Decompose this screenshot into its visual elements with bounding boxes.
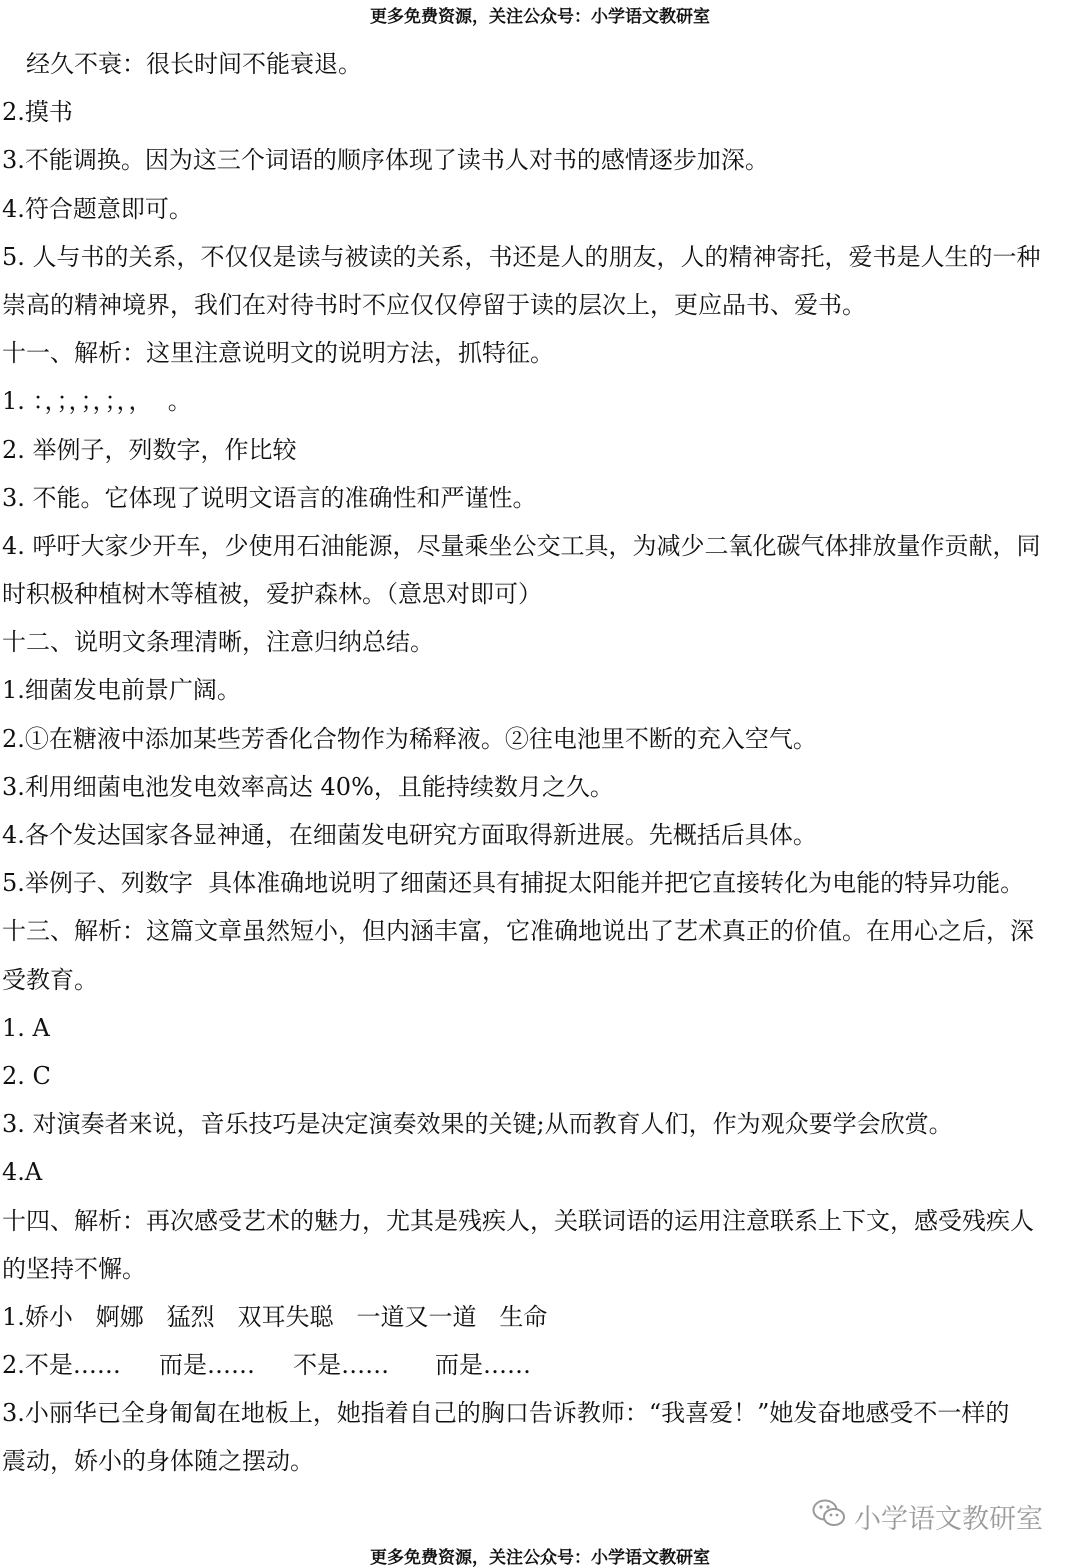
text-line: 5.举例子、列数字 具体准确地说明了细菌还具有捕捉太阳能并把它直接转化为电能的特异功能。	[2, 869, 1025, 898]
text-line: 时积极种植树木等植被，爱护森林。（意思对即可）	[2, 580, 542, 609]
answer-text-body	[0, 40, 1080, 1486]
section-heading: 十四、解析：再次感受艺术的魅力，尤其是残疾人，关联词语的运用注意联系上下文，感受残疾人	[2, 1206, 1034, 1235]
section-heading: 十三、解析：这篇文章虽然短小，但内涵丰富，它准确地说出了艺术真正的价值。在用心之后，深	[2, 917, 1034, 946]
text-line: 3. 不能。它体现了说明文语言的准确性和严谨性。	[2, 483, 537, 512]
text-line: 4.各个发达国家各显神通，在细菌发电研究方面取得新进展。先概括后具体。	[2, 821, 817, 849]
page-footer: 更多免费资源，关注公众号：小学语文教研室	[370, 1548, 710, 1568]
text-line: 4.A	[2, 1158, 43, 1187]
watermark	[812, 1497, 1043, 1536]
text-line: 4.符合题意即可。	[2, 194, 193, 223]
text-line: 3.利用细菌电池发电效率高达 40%，且能持续数月之久。	[2, 772, 614, 801]
text-line: 震动，娇小的身体随之摆动。	[2, 1447, 314, 1476]
page-header: 更多免费资源，关注公众号：小学语文教研室	[370, 7, 710, 27]
section-heading: 十二、说明文条理清晰，注意归纳总结。	[2, 628, 434, 657]
text-line: 4. 呼吁大家少开车，少使用石油能源，尽量乘坐公交工具，为减少二氧化碳气体排放量作贡献，同	[2, 531, 1041, 560]
text-line: 1. A	[2, 1013, 50, 1042]
text-line: 1. ：，；，；，；，， 。	[2, 387, 192, 416]
section-heading: 十一、解析：这里注意说明文的说明方法，抓特征。	[2, 339, 554, 368]
text-line: 受教育。	[2, 965, 98, 994]
wechat-icon	[812, 1498, 854, 1535]
text-line: 2.不是…… 而是…… 不是…… 而是……	[2, 1351, 531, 1380]
text-line: 3. 对演奏者来说，音乐技巧是决定演奏效果的关键;从而教育人们，作为观众要学会欣赏。	[2, 1110, 953, 1139]
text-line: 3.不能调换。因为这三个词语的顺序体现了读书人对书的感情逐步加深。	[2, 146, 769, 175]
text-line: 2.摸书	[2, 98, 73, 127]
text-line: 2.①在糖液中添加某些芳香化合物作为稀释液。②往电池里不断的充入空气。	[2, 724, 817, 753]
watermark-text: 小学语文教研室	[854, 1504, 1043, 1535]
text-line: 2. 举例子，列数字，作比较	[2, 435, 297, 464]
text-line: 1.细菌发电前景广阔。	[2, 676, 241, 705]
text-line: 的坚持不懈。	[2, 1254, 146, 1283]
text-line: 3.小丽华已全身匍匐在地板上，她指着自己的胸口告诉教师：“我喜爱！”她发奋地感受不一样的	[2, 1399, 1010, 1428]
text-line: 1.娇小 婀娜 猛烈 双耳失聪 一道又一道 生命	[2, 1302, 548, 1331]
text-line: 崇高的精神境界，我们在对待书时不应仅仅停留于读的层次上，更应品书、爱书。	[2, 290, 866, 319]
text-line: 2. C	[2, 1061, 51, 1090]
text-line: 5. 人与书的关系，不仅仅是读与被读的关系，书还是人的朋友，人的精神寄托，爱书是人生的一种	[2, 242, 1041, 271]
text-line: 经久不衰：很长时间不能衰退。	[26, 50, 362, 78]
